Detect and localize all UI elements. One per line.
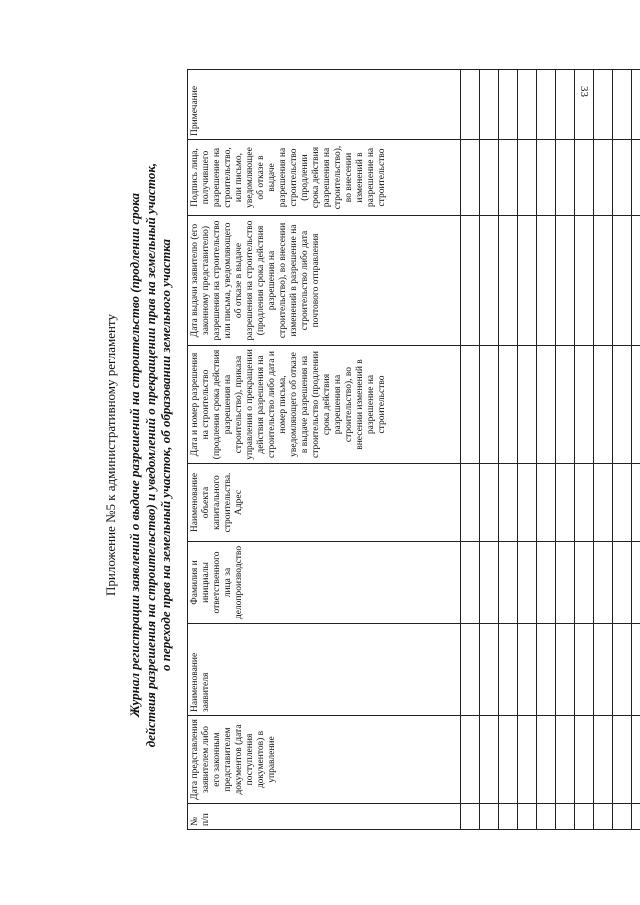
- table-row: [594, 70, 613, 830]
- col-header-issue-date: Дата выдачи заявителю (его законному представителю) разрешения на строительство или письма, уведомляющего об отказе в выдаче разрешения на строительство (продления срока действия разрешения на строительство), во внесении изменений в разрешение на строительство либо дата почтового отправления: [188, 216, 461, 346]
- table-cell: [480, 140, 499, 216]
- table-cell: [518, 804, 537, 830]
- table-cell: [575, 804, 594, 830]
- appendix-label: Приложение №5 к административному регламенту: [103, 314, 118, 596]
- registration-journal-table: [187, 69, 640, 830]
- table-cell: [594, 804, 613, 830]
- table-cell: [461, 70, 480, 140]
- table-cell: [499, 140, 518, 216]
- table-row: [556, 70, 575, 830]
- table-cell: [632, 624, 640, 716]
- table-cell: [594, 140, 613, 216]
- table-cell: [461, 346, 480, 464]
- col-header-note: Примечание: [188, 70, 461, 140]
- journal-title-line-2: действия разрешения на строительство) и уведомлений о прекращении прав на земельный участок,: [142, 162, 158, 748]
- table-cell: [461, 804, 480, 830]
- table-cell: [632, 716, 640, 804]
- table-cell: [518, 716, 537, 804]
- table-cell: [480, 542, 499, 624]
- table-cell: [537, 804, 556, 830]
- table-cell: [480, 346, 499, 464]
- table-cell: [537, 624, 556, 716]
- table-cell: [613, 624, 632, 716]
- table-cell: [480, 70, 499, 140]
- table-cell: [461, 542, 480, 624]
- table-cell: [499, 216, 518, 346]
- rotated-page-content: [95, 60, 635, 850]
- table-cell: [461, 216, 480, 346]
- table-cell: [594, 716, 613, 804]
- col-header-applicant-name: Наименование заявителя: [188, 624, 461, 716]
- table-cell: [537, 140, 556, 216]
- table-cell: [556, 542, 575, 624]
- table-cell: [537, 216, 556, 346]
- col-header-recipient-signature: Подпись лица, получившего разрешение на строительство, или письмо, уведомляющее об отказе в выдаче разрешения на строительство (продлении срока действия разрешения на строительство), во внесении изменений в разрешение на строительство: [188, 140, 461, 216]
- table-cell: [556, 216, 575, 346]
- page-number: 33: [578, 86, 590, 97]
- table-cell: [556, 464, 575, 542]
- col-header-permit-date-number: Дата и номер разрешения на строительство (продления срока действия разрешения на строительство), приказа управления о прекращении действия разрешения на строительство либо дата и номер письма, уведомляющего об отказе в выдаче разрешения на строительство (продлении срока действия разрешения на строительство), во внесении изменений в разрешение на строительство: [188, 346, 461, 464]
- table-cell: [518, 624, 537, 716]
- col-header-responsible-person: Фамилия и инициалы ответственного лица за делопроизводство: [188, 542, 461, 624]
- col-header-object-name-address: Наименование объекта капитального строительства. Адрес: [188, 464, 461, 542]
- table-cell: [575, 716, 594, 804]
- table-cell: [613, 140, 632, 216]
- table-cell: [499, 624, 518, 716]
- table-cell: [632, 804, 640, 830]
- table-cell: [613, 804, 632, 830]
- table-cell: [575, 140, 594, 216]
- table-cell: [518, 542, 537, 624]
- table-cell: [499, 464, 518, 542]
- table-cell: [575, 216, 594, 346]
- table-cell: [518, 70, 537, 140]
- table-cell: [594, 216, 613, 346]
- table-cell: [613, 716, 632, 804]
- table-cell: [575, 542, 594, 624]
- table-cell: [537, 70, 556, 140]
- table-cell: [461, 464, 480, 542]
- table-cell: [613, 464, 632, 542]
- table-header-row: [188, 70, 461, 830]
- table-cell: [575, 464, 594, 542]
- table-cell: [613, 542, 632, 624]
- table-cell: [499, 716, 518, 804]
- table-cell: [518, 216, 537, 346]
- journal-title: [127, 70, 174, 840]
- table-cell: [480, 804, 499, 830]
- table-cell: [518, 140, 537, 216]
- col-header-submission-date: Дата представления заявителем либо его законным представителем документов (дата поступления документов) в управление: [188, 716, 461, 804]
- table-cell: [556, 140, 575, 216]
- table-cell: [480, 216, 499, 346]
- journal-title-line-1: Журнал регистрации заявлений о выдаче разрешений на строительство (продлении срока: [127, 193, 142, 718]
- table-cell: [537, 716, 556, 804]
- table-cell: [461, 624, 480, 716]
- table-row: [632, 70, 640, 830]
- table-cell: [632, 216, 640, 346]
- table-cell: [594, 542, 613, 624]
- table-cell: [613, 346, 632, 464]
- table-cell: [575, 70, 594, 140]
- table-row: [461, 70, 480, 830]
- table-cell: [632, 464, 640, 542]
- table-cell: [499, 542, 518, 624]
- table-cell: [632, 70, 640, 140]
- table-cell: [613, 70, 632, 140]
- table-cell: [632, 542, 640, 624]
- table-row: [575, 70, 594, 830]
- table-row: [499, 70, 518, 830]
- table-cell: [499, 70, 518, 140]
- table-cell: [556, 346, 575, 464]
- table-cell: [480, 716, 499, 804]
- table-cell: [556, 70, 575, 140]
- table-row: [518, 70, 537, 830]
- table-cell: [575, 346, 594, 464]
- table-cell: [594, 70, 613, 140]
- table-cell: [594, 624, 613, 716]
- table-cell: [594, 346, 613, 464]
- table-cell: [518, 346, 537, 464]
- table-cell: [556, 804, 575, 830]
- table-row: [537, 70, 556, 830]
- table-cell: [613, 216, 632, 346]
- table-cell: [461, 716, 480, 804]
- table-cell: [556, 624, 575, 716]
- table-body: [461, 70, 640, 830]
- table-cell: [537, 346, 556, 464]
- col-header-number: № п/п: [188, 804, 461, 830]
- table-cell: [537, 542, 556, 624]
- table-row: [613, 70, 632, 830]
- table-cell: [480, 624, 499, 716]
- table-cell: [556, 716, 575, 804]
- table-cell: [518, 464, 537, 542]
- table-cell: [575, 624, 594, 716]
- table-row: [480, 70, 499, 830]
- table-cell: [632, 346, 640, 464]
- table-cell: [461, 140, 480, 216]
- table-cell: [499, 804, 518, 830]
- table-cell: [632, 140, 640, 216]
- table-cell: [537, 464, 556, 542]
- table-cell: [480, 464, 499, 542]
- table-cell: [499, 346, 518, 464]
- table-cell: [594, 464, 613, 542]
- journal-title-line-3: о переходе прав на земельный участок, об образовании земельного участка: [158, 239, 173, 671]
